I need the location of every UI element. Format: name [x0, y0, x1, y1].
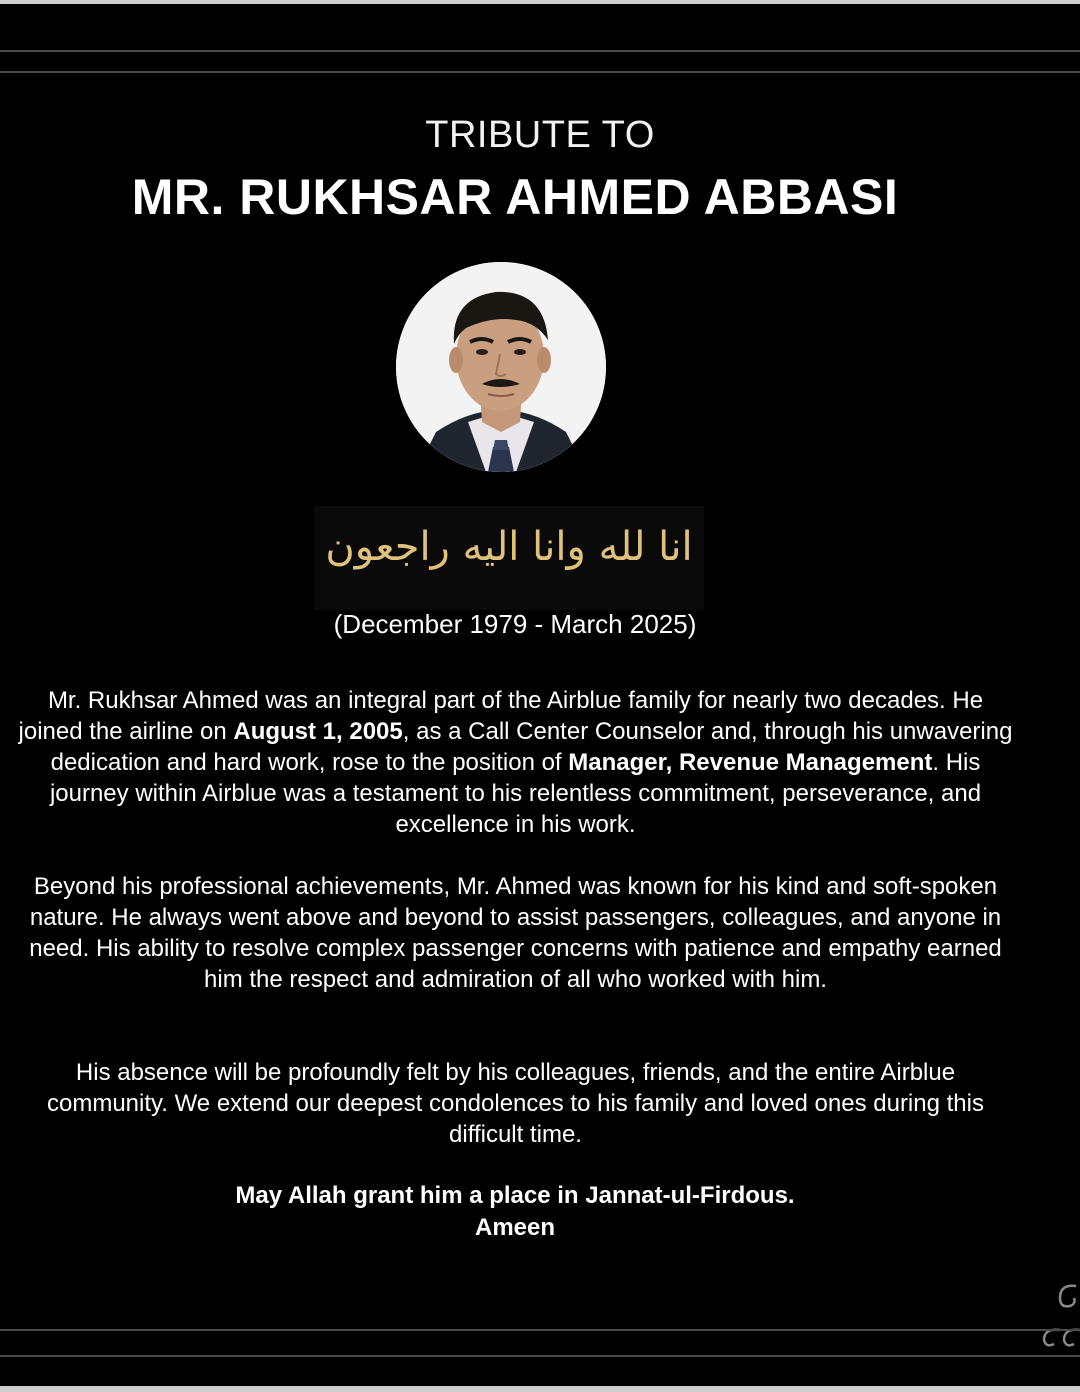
join-date: August 1, 2005: [233, 718, 403, 745]
portrait-illustration: [396, 262, 606, 472]
tribute-kicker: TRIBUTE TO: [425, 114, 655, 156]
top-rule-2: [0, 71, 1080, 73]
paragraph-condolences: His absence will be profoundly felt by his colleagues, friends, and the entire Airblue community. We extend our deepest condolences to his family and loved ones during this difficult time.: [47, 1059, 984, 1148]
honoree-name: MR. RUKHSAR AHMED ABBASI: [131, 169, 899, 225]
top-rule-1: [0, 50, 1080, 52]
career-text-3: . His journey within Airblue was a testament to his relentless commitment, perseverance, and excellence in his work.: [49, 749, 982, 838]
top-edge-border: [0, 0, 1080, 4]
ameen-line: Ameen: [474, 1214, 556, 1241]
portrait-photo: [396, 262, 606, 472]
final-position: Manager, Revenue Management: [568, 749, 933, 776]
arabic-calligraphy-text: انا لله وانا اليه راجعون: [325, 524, 693, 570]
life-dates: (December 1979 - March 2025): [333, 609, 697, 639]
paragraph-character: Beyond his professional achievements, Mr. Ahmed was known for his kind and soft-spoken nature. He always went above and beyond to assist passengers, colleagues, and anyone in need. His ability to resolve complex passenger concerns with patience and empathy earned him the respect and admiration of all who worked with him.: [29, 873, 1002, 993]
career-text-1: Mr. Rukhsar Ahmed was an integral part of the Airblue family for nearly two decades. He joined the airline on: [18, 687, 984, 745]
bottom-rule-2: [0, 1355, 1080, 1357]
paragraph-career: [18, 685, 1013, 840]
bottom-rule-1: [0, 1329, 1080, 1331]
arabic-calligraphy-panel: [314, 506, 704, 610]
swirl-ornament-icon: [1030, 1280, 1080, 1360]
bottom-edge-border: [0, 1386, 1080, 1392]
career-text-2: , as a Call Center Counselor and, through his unwavering dedication and hard work, rose to the position of: [50, 718, 1013, 776]
prayer-line: May Allah grant him a place in Jannat-ul-Firdous.: [235, 1182, 795, 1209]
